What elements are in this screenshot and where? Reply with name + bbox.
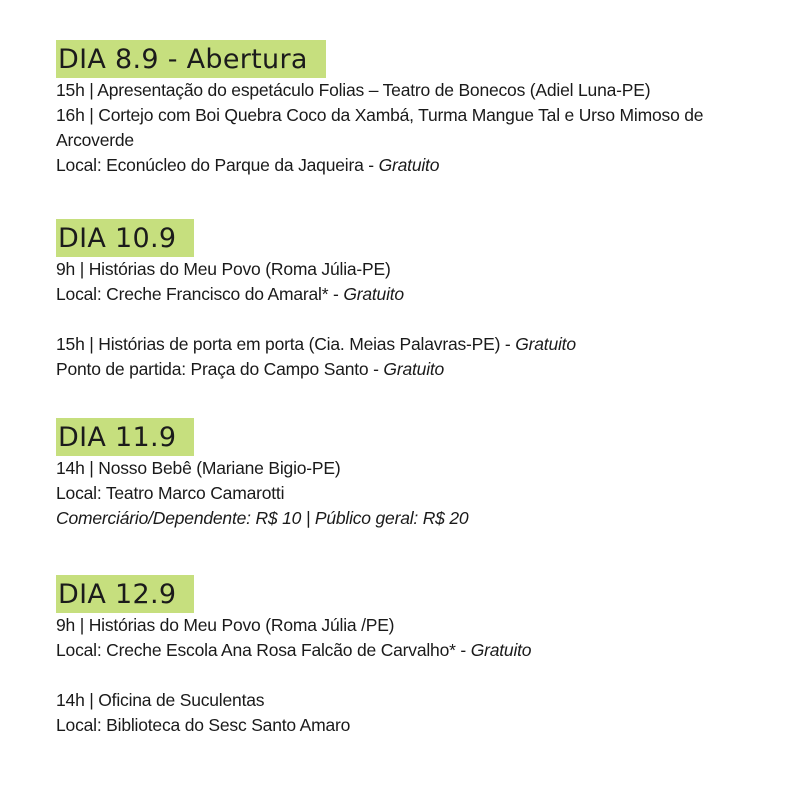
day-section-8-9 (56, 40, 776, 178)
day-heading: DIA 12.9 (56, 575, 194, 613)
venue-text: Local: Creche Francisco do Amaral* - (56, 284, 344, 304)
schedule (56, 40, 776, 738)
schedule-entry: 9h | Histórias do Meu Povo (Roma Júlia /PE) (56, 615, 395, 635)
day-heading: DIA 8.9 - Abertura (56, 40, 326, 78)
schedule-entry: 9h | Histórias do Meu Povo (Roma Júlia-PE) (56, 259, 391, 279)
venue-line: Local: Biblioteca do Sesc Santo Amaro (56, 715, 351, 735)
price-tag: Gratuito (470, 640, 532, 660)
day-heading: DIA 10.9 (56, 219, 194, 257)
venue-line: Local: Teatro Marco Camarotti (56, 483, 285, 503)
price-tag: Gratuito (378, 155, 440, 175)
day-section-10-9 (56, 219, 776, 382)
schedule-entry: 15h | Apresentação do espetáculo Folias – Teatro de Bonecos (Adiel Luna-PE) (56, 80, 651, 100)
venue-text: Ponto de partida: Praça do Campo Santo - (56, 359, 384, 379)
day-heading: DIA 11.9 (56, 418, 194, 456)
venue-line (56, 357, 776, 382)
price-tag: Gratuito (515, 334, 576, 354)
venue-line (56, 638, 776, 663)
price-line: Comerciário/Dependente: R$ 10 | Público geral: R$ 20 (56, 508, 469, 528)
entry-text: 15h | Histórias de porta em porta (Cia. Meias Palavras-PE) - (56, 334, 516, 354)
schedule-entry (56, 332, 776, 357)
schedule-entry: 16h | Cortejo com Boi Quebra Coco da Xambá, Turma Mangue Tal e Urso Mimoso de Arcoverde (56, 105, 704, 150)
venue-text: Local: Creche Escola Ana Rosa Falcão de Carvalho* - (56, 640, 471, 660)
day-section-11-9 (56, 418, 776, 531)
price-tag: Gratuito (343, 284, 404, 304)
schedule-entry: 14h | Nosso Bebê (Mariane Bigio-PE) (56, 458, 341, 478)
venue-text: Local: Econúcleo do Parque da Jaqueira - (56, 155, 379, 175)
schedule-entry: 14h | Oficina de Suculentas (56, 690, 265, 710)
price-tag: Gratuito (383, 359, 445, 379)
day-section-12-9 (56, 575, 776, 738)
venue-line (56, 153, 776, 178)
venue-line (56, 282, 776, 307)
